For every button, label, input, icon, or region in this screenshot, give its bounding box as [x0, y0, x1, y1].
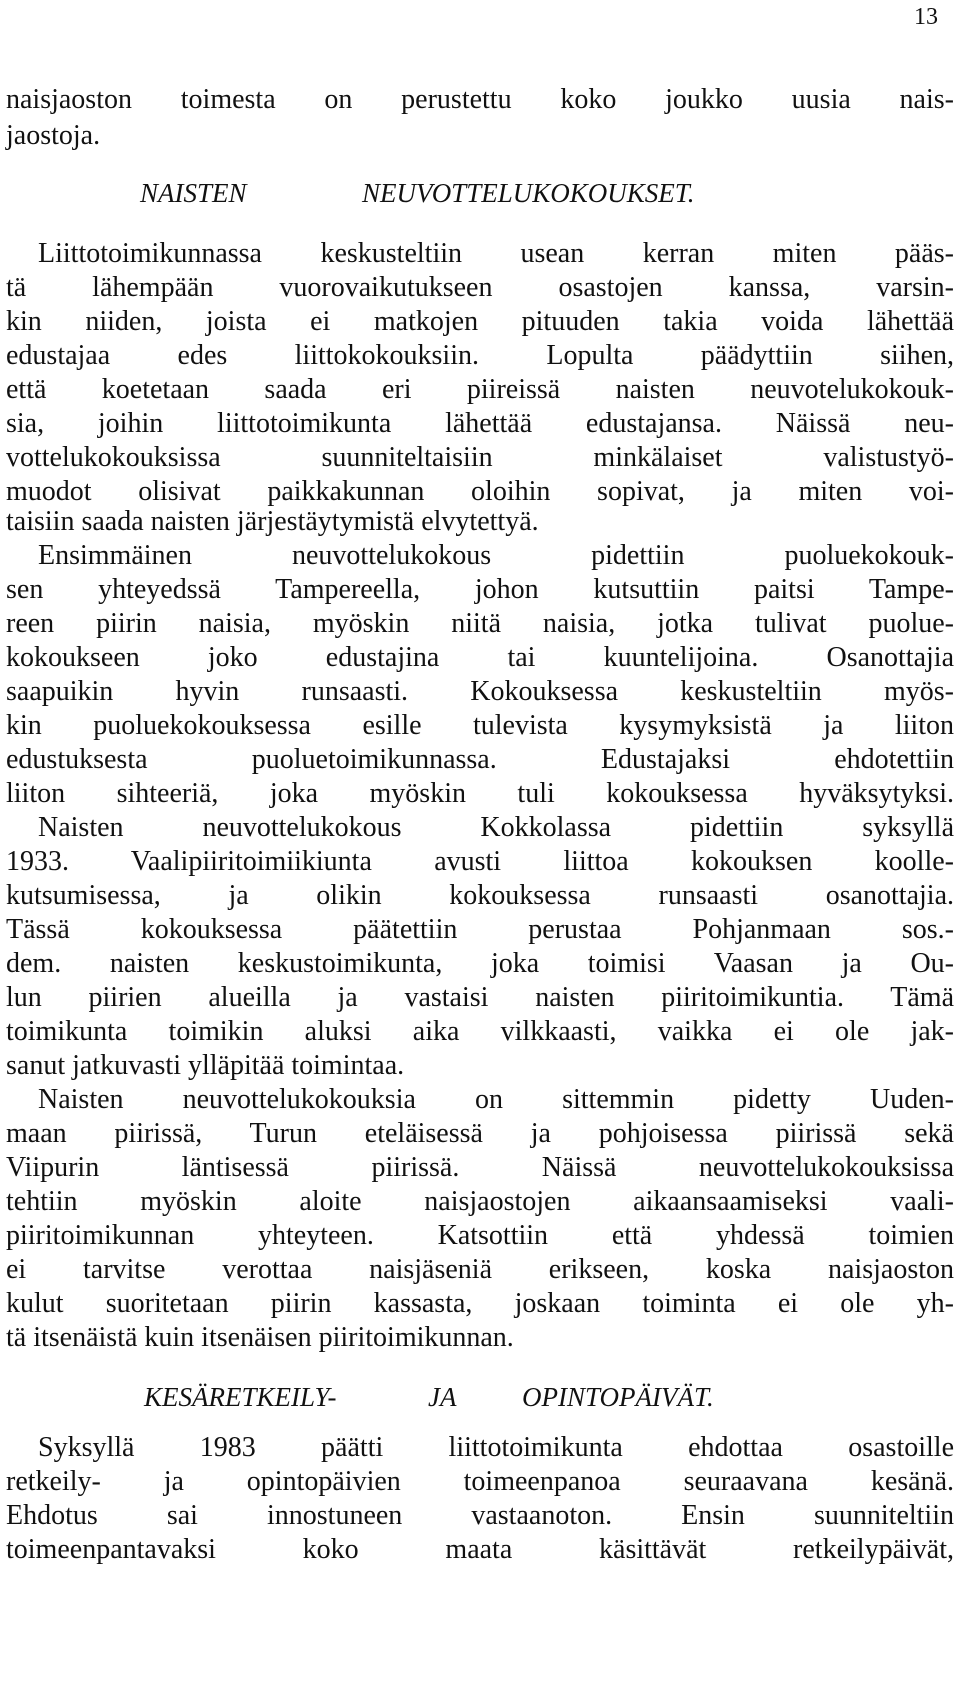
text-line: reen piirin naisia, myöskin niitä naisia, jotka tulivat puolue- [6, 608, 954, 639]
text-line: Liittotoimikunnassa keskusteltiin usean kerran miten pääs- [38, 238, 954, 269]
section-heading-naisten: NAISTEN [140, 178, 247, 208]
text-line: lun piirien alueilla ja vastaisi naisten piiritoimikuntia. Tämä [6, 982, 954, 1013]
text-line: toimeenpantavaksi koko maata käsittävät retkeilypäivät, [6, 1534, 954, 1565]
text-line: vottelukokouksissa suunniteltaisiin minkälaiset valistustyö- [6, 442, 954, 473]
page-number: 13 [914, 4, 938, 30]
text-line: Naisten neuvottelukokous Kokkolassa pidettiin syksyllä [38, 812, 954, 843]
text-line: Ehdotus sai innostuneen vastaanoton. Ensin suunniteltiin [6, 1500, 954, 1531]
text-line: että koetetaan saada eri piireissä naisten neuvotelukokouk- [6, 374, 954, 405]
section-heading-neuvottelukokoukset: NEUVOTTELUKOKOUKSET. [362, 178, 695, 208]
text-line: muodot olisivat paikkakunnan oloihin sopivat, ja miten voi- [6, 476, 954, 507]
text-line: tä lähempään vuorovaikutukseen osastojen kanssa, varsin- [6, 272, 954, 303]
text-line: Syksyllä 1983 päätti liittotoimikunta ehdottaa osastoille [38, 1432, 954, 1463]
text-line: toimikunta toimikin aluksi aika vilkkaasti, vaikka ei ole jak- [6, 1016, 954, 1047]
text-line: tä itsenäistä kuin itsenäisen piiritoimikunnan. [6, 1322, 514, 1353]
text-line: sia, joihin liittotoimikunta lähettää edustajansa. Näissä neu- [6, 408, 954, 439]
text-line: Viipurin läntisessä piirissä. Näissä neuvottelukokouksissa [6, 1152, 954, 1183]
text-line: kulut suoritetaan piirin kassasta, joskaan toiminta ei ole yh- [6, 1288, 954, 1319]
text-line: sen yhteyedssä Tampereella, johon kutsuttiin paitsi Tampe- [6, 574, 954, 605]
text-line: maan piirissä, Turun eteläisessä ja pohjoisessa piirissä sekä [6, 1118, 954, 1149]
text-line: ei tarvitse verottaa naisjäseniä erikseen, koska naisjaoston [6, 1254, 954, 1285]
text-line: kin niiden, joista ei matkojen pituuden takia voida lähettää [6, 306, 954, 337]
text-line: liiton sihteeriä, joka myöskin tuli kokouksessa hyväksytyksi. [6, 778, 954, 809]
text-line: taisiin saada naisten järjestäytymistä elvytettyä. [6, 506, 539, 537]
text-line: tehtiin myöskin aloite naisjaostojen aikaansaamiseksi vaali- [6, 1186, 954, 1217]
text-line: edustuksesta puoluetoimikunnassa. Edustajaksi ehdotettiin [6, 744, 954, 775]
section-heading-ja: JA [428, 1382, 457, 1412]
text-line: kokoukseen joko edustajina tai kuuntelijoina. Osanottajia [6, 642, 954, 673]
text-line: kin puoluekokouksessa esille tulevista kysymyksistä ja liiton [6, 710, 954, 741]
text-line: Naisten neuvottelukokouksia on sittemmin pidetty Uuden- [38, 1084, 954, 1115]
text-line: jaostoja. [6, 120, 101, 151]
text-line: retkeily- ja opintopäivien toimeenpanoa seuraavana kesänä. [6, 1466, 954, 1497]
text-line: dem. naisten keskustoimikunta, joka toimisi Vaasan ja Ou- [6, 948, 954, 979]
text-line: 1933. Vaalipiiritoimiikiunta avusti liittoa kokouksen koolle- [6, 846, 954, 877]
text-line: Ensimmäinen neuvottelukokous pidettiin puoluekokouk- [38, 540, 954, 571]
text-line: kutsumisessa, ja olikin kokouksessa runsaasti osanottajia. [6, 880, 954, 911]
text-line: edustajaa edes liittokokouksiin. Lopulta päädyttiin siihen, [6, 340, 954, 371]
text-line: sanut jatkuvasti ylläpitää toimintaa. [6, 1050, 405, 1081]
text-line: Tässä kokouksessa päätettiin perustaa Pohjanmaan sos.- [6, 914, 954, 945]
section-heading-kesaretkeily: KESÄRETKEILY- [144, 1382, 337, 1412]
text-line: saapuikin hyvin runsaasti. Kokouksessa keskusteltiin myös- [6, 676, 954, 707]
text-line: piiritoimikunnan yhteyteen. Katsottiin että yhdessä toimien [6, 1220, 954, 1251]
section-heading-opintopaivat: OPINTOPÄIVÄT. [522, 1382, 714, 1412]
text-line: naisjaoston toimesta on perustettu koko joukko uusia nais- [6, 84, 954, 115]
